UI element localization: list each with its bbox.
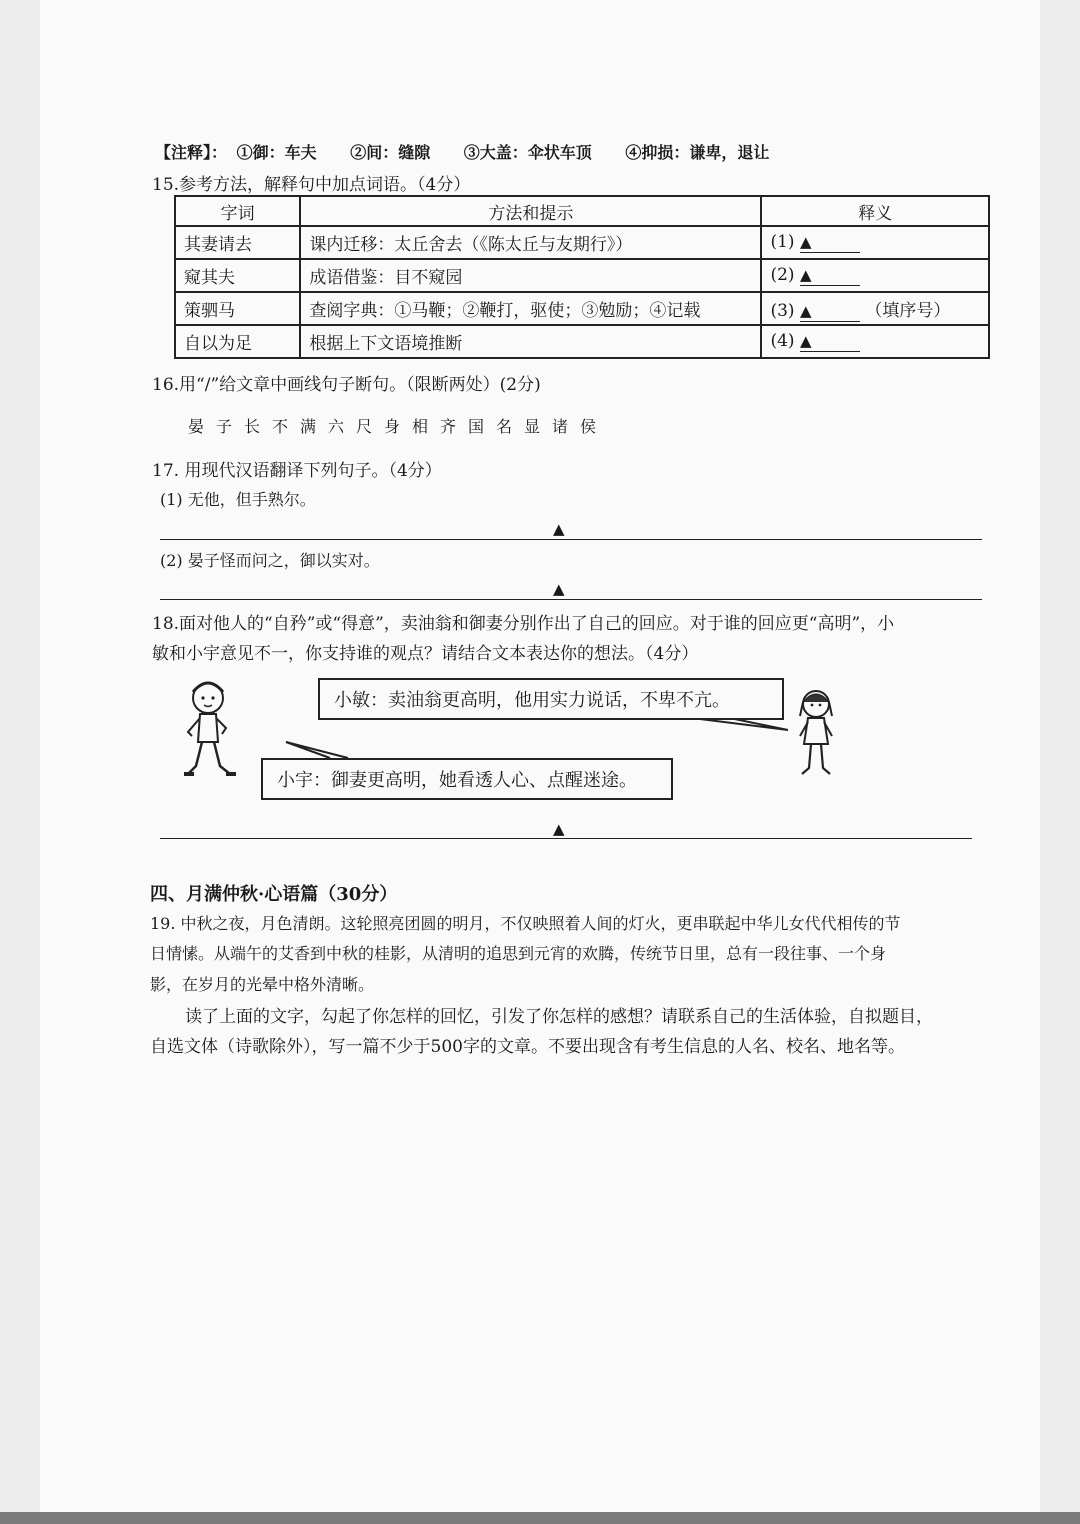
row-method: 根据上下文语境推断 [300, 325, 761, 358]
note-3: ③大盖：伞状车顶 [463, 143, 592, 162]
row-method: 查阅字典：①马鞭；②鞭打，驱使；③勉励；④记载 [300, 292, 761, 325]
header-word: 字词 [175, 196, 300, 226]
note-1: ①御：车夫 [236, 143, 317, 162]
bubble-text-xiaoyu: 小宇：御妻更高明，她看透人心、点醒迷途。 [277, 770, 637, 790]
triangle-icon: ▲ [553, 820, 565, 838]
answer-label: (1) [770, 232, 795, 252]
answer-suffix: （填序号） [865, 300, 951, 321]
q17-sentence-1: (1) 无他，但手熟尔。 [160, 490, 316, 509]
q19-prompt-2: 自选文体（诗歌除外），写一篇不少于500字的文章。不要出现含有考生信息的人名、校名、地名等。 [150, 1037, 905, 1057]
note-4: ④抑损：谦卑，退让 [625, 143, 770, 162]
triangle-icon: ▲ [553, 580, 565, 598]
speech-bubble-xiaomin [318, 678, 784, 720]
answer-line-3[interactable] [160, 838, 972, 839]
q18-line-1: 18.面对他人的“自矜”或“得意”，卖油翁和御妻分别作出了自己的回应。对于谁的回应更“高明”，小 [152, 614, 895, 634]
triangle-icon: ▲ [799, 233, 812, 251]
triangle-icon: ▲ [553, 520, 565, 538]
triangle-icon: ▲ [799, 301, 812, 320]
q19-prompt-1: 读了上面的文字，勾起了你怎样的回忆，引发了你怎样的感想？请联系自己的生活体验，自拟题目， [185, 1007, 933, 1027]
q16-sentence[interactable]: 晏子长不满六尺身相齐国名显诸侯 [188, 417, 609, 436]
q19-para-2: 日情愫。从端午的艾香到中秋的桂影，从清明的追思到元宵的欢腾，传统节日里，总有一段往事、一个身 [150, 944, 887, 963]
header-method: 方法和提示 [300, 196, 761, 226]
row-method: 课内迁移：太丘舍去（《陈太丘与友期行》） [300, 226, 761, 259]
bubble-text-xiaomin: 小敏：卖油翁更高明，他用实力说话，不卑不亢。 [334, 690, 730, 710]
row-word: 自以为足 [175, 325, 300, 358]
row-word: 其妻请去 [175, 226, 300, 259]
note-2: ②间：缝隙 [350, 143, 431, 162]
speech-bubble-xiaoyu [261, 758, 673, 800]
answer-label: (3) [770, 300, 795, 321]
row-method: 成语借鉴：目不窥园 [300, 259, 761, 292]
q18-line-2: 敏和小宇意见不一，你支持谁的观点？请结合文本表达你的想法。（4分） [152, 644, 699, 664]
q17-sentence-2: (2) 晏子怪而问之，御以实对。 [160, 551, 380, 570]
triangle-icon: ▲ [799, 332, 812, 350]
q17-title: 17. 用现代汉语翻译下列句子。（4分） [152, 461, 442, 481]
answer-label: (4) [770, 331, 795, 351]
answer-label: (2) [770, 265, 795, 285]
q15-title: 15.参考方法，解释句中加点词语。（4分） [152, 175, 471, 195]
triangle-icon: ▲ [799, 266, 812, 284]
q19-para-1: 19. 中秋之夜，月色清朗。这轮照亮团圆的明月，不仅映照着人间的灯火，更串联起中华儿女代代相传的节 [150, 914, 901, 933]
section-4-title: 四、月满仲秋·心语篇（30分） [150, 884, 398, 905]
q19-para-3: 影，在岁月的光晕中格外清晰。 [150, 975, 375, 994]
notes-label: 【注释】： [155, 143, 228, 162]
row-word: 策驷马 [175, 292, 300, 325]
row-word: 窥其夫 [175, 259, 300, 292]
q16-title: 16.用“/”给文章中画线句子断句。（限断两处）(2分) [152, 375, 541, 395]
header-meaning: 释义 [761, 196, 989, 226]
